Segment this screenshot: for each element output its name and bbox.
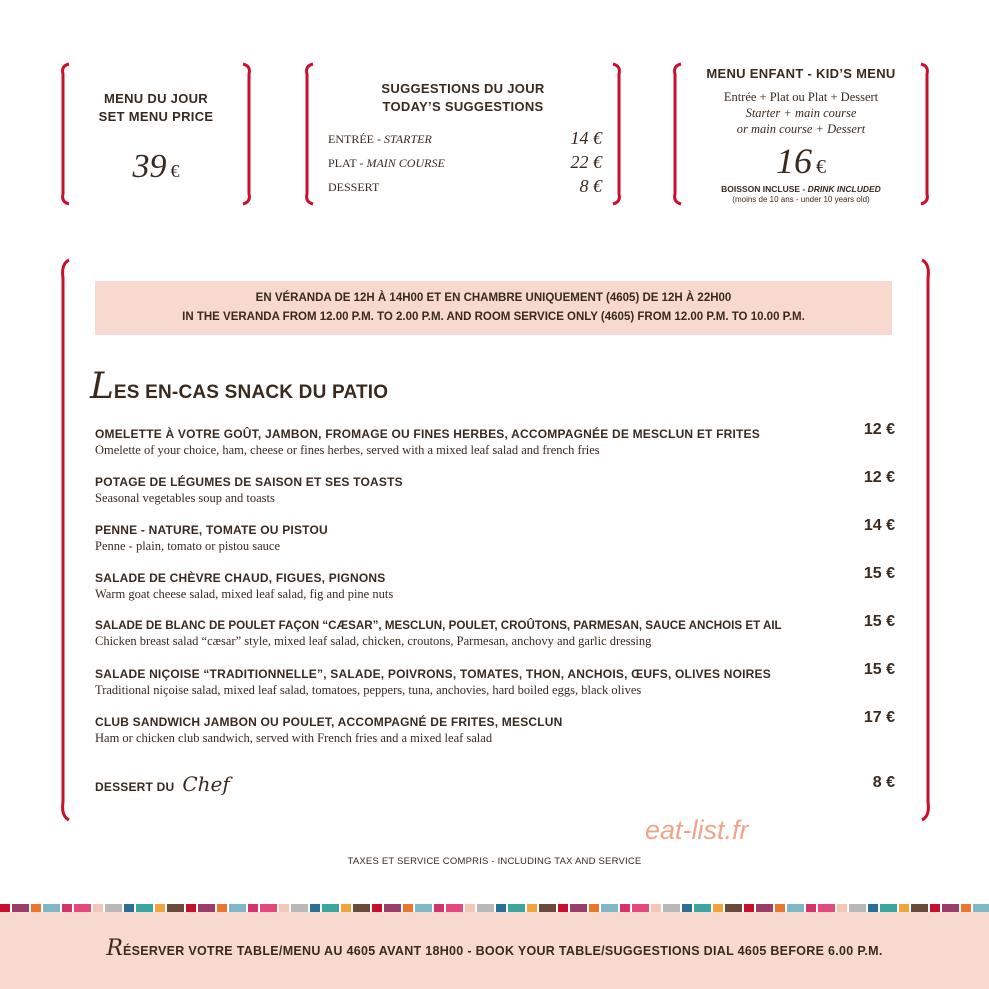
stripe-segment [415, 904, 432, 912]
stripe-segment [12, 904, 29, 912]
stripe-segment [62, 904, 72, 912]
kids-price-value: 16 [776, 141, 812, 181]
stripe-segment [663, 904, 680, 912]
hours-banner-fr: EN VÉRANDA DE 12H À 14H00 ET EN CHAMBRE UNIQUEMENT (4605) DE 12H À 22H00 [255, 292, 732, 304]
stripe-segment [434, 904, 444, 912]
stripe-segment [477, 904, 494, 912]
stripe-segment [973, 904, 989, 912]
menu-item-price: 12 € [863, 469, 895, 486]
stripe-segment [372, 904, 382, 912]
stripe-segment [248, 904, 258, 912]
hours-banner [95, 281, 892, 335]
stripe-segment [775, 904, 785, 912]
dessert-chef-price: 8 € [872, 774, 895, 791]
menu-item [95, 517, 895, 554]
menu-item-fr: OMELETTE À VOTRE GOÛT, JAMBON, FROMAGE OU FINES HERBES, ACCOMPAGNÉE DE MESCLUN ET FRITES [95, 427, 760, 441]
stripe-segment [93, 904, 103, 912]
menu-item-fr: CLUB SANDWICH JAMBON OU POULET, ACCOMPAGNÉ DE FRITES, MESCLUN [95, 715, 563, 729]
footer [0, 912, 989, 989]
stripe-segment [942, 904, 959, 912]
stripe-segment [930, 904, 940, 912]
bracket-right-icon [919, 258, 933, 822]
suggestion-row [328, 176, 602, 200]
suggestion-label: PLAT - MAIN COURSE [328, 156, 445, 170]
section-title [90, 366, 388, 407]
menu-item-fr: PENNE - NATURE, TOMATE OU PISTOU [95, 523, 328, 537]
menu-item [95, 565, 895, 602]
stripe-segment [601, 904, 618, 912]
set-menu-title [58, 90, 254, 126]
stripe-segment [570, 904, 587, 912]
stripe-segment [403, 904, 413, 912]
dessert-chef-script: Chef [182, 772, 230, 796]
stripe-segment [322, 904, 339, 912]
stripe-segment [198, 904, 215, 912]
stripe-segment [756, 904, 773, 912]
suggestions-title [302, 80, 624, 116]
set-menu-title-en: SET MENU PRICE [98, 109, 214, 124]
stripe-segment [911, 904, 928, 912]
stripe-segment [558, 904, 568, 912]
stripe-segment [694, 904, 711, 912]
stripe-segment [961, 904, 971, 912]
stripe-segment [31, 904, 41, 912]
bracket-left-icon [58, 258, 72, 822]
stripe-segment [651, 904, 661, 912]
stripe-segment [43, 904, 60, 912]
stripe-segment [725, 904, 742, 912]
stripe-segment [217, 904, 227, 912]
menu-item-price: 15 € [863, 661, 895, 678]
stripe-segment [446, 904, 463, 912]
stripe-segment [291, 904, 308, 912]
stripe-segment [186, 904, 196, 912]
suggestion-label: ENTRÉE - STARTER [328, 132, 432, 146]
suggestions-title-en: TODAY’S SUGGESTIONS [382, 99, 544, 114]
set-menu-box [58, 62, 254, 206]
stripe-segment [229, 904, 246, 912]
dessert-chef-item [95, 772, 895, 796]
stripe-segment [0, 904, 10, 912]
stripe-segment [105, 904, 122, 912]
menu-item-price: 17 € [863, 709, 895, 726]
stripe-segment [744, 904, 754, 912]
stripe-segment [713, 904, 723, 912]
menu-item-en: Penne - plain, tomato or pistou sauce [95, 539, 281, 553]
menu-item-price: 12 € [863, 421, 895, 438]
kids-menu-price [670, 140, 932, 182]
set-menu-currency: € [170, 161, 180, 181]
suggestion-row [328, 128, 602, 152]
suggestion-price: 22 € [570, 152, 602, 172]
menu-item-price: 15 € [863, 613, 895, 630]
watermark: eat-list.fr [645, 815, 749, 845]
stripe-segment [279, 904, 289, 912]
menu-item [95, 613, 895, 649]
menu-item-en: Omelette of your choice, ham, cheese or fines herbes, served with a mixed leaf salad and french fries [95, 443, 600, 457]
menu-item-en: Chicken breast salad “cæsar” style, mixed leaf salad, chicken, croutons, Parmesan, anchovy and garlic dressing [95, 634, 652, 648]
footer-text [0, 936, 989, 961]
suggestions-box [302, 62, 624, 206]
menu-item [95, 709, 895, 746]
stripe-segment [341, 904, 351, 912]
stripe-segment [167, 904, 184, 912]
stripe-segment [465, 904, 475, 912]
suggestion-price: 14 € [570, 128, 602, 148]
set-menu-price-value: 39 [132, 148, 167, 185]
stripe-segment [260, 904, 277, 912]
suggestion-price: 8 € [579, 176, 602, 196]
suggestions-title-fr: SUGGESTIONS DU JOUR [381, 81, 545, 96]
menu-item-fr: SALADE NIÇOISE “TRADITIONNELLE”, SALADE, POIVRONS, TOMATES, THON, ANCHOIS, ŒUFS, OLIVES NOIRES [95, 667, 771, 681]
menu-item [95, 661, 895, 698]
kids-menu-desc [670, 89, 932, 137]
menu-item-en: Ham or chicken club sandwich, served with French fries and a mixed leaf salad [95, 731, 493, 745]
set-menu-title-fr: MENU DU JOUR [104, 91, 208, 106]
stripe-segment [868, 904, 878, 912]
stripe-segment [384, 904, 401, 912]
menu-item-price: 15 € [863, 565, 895, 582]
kids-currency: € [816, 156, 826, 178]
stripe-segment [899, 904, 909, 912]
dessert-chef-label: DESSERT DU [95, 780, 175, 794]
stripe-segment [632, 904, 649, 912]
set-menu-price [58, 148, 254, 186]
stripe-segment [508, 904, 525, 912]
kids-menu-title: MENU ENFANT - KID’S MENU [706, 66, 896, 81]
menu-item-fr: SALADE DE CHÈVRE CHAUD, FIGUES, PIGNONS [95, 571, 386, 585]
menu-item-price: 14 € [863, 517, 895, 534]
kids-age-note: (moins de 10 ans - under 10 years old) [732, 195, 870, 204]
kids-drink-note: BOISSON INCLUSE - DRINK INCLUDED [721, 184, 881, 194]
footer-booking-text: ÉSERVER VOTRE TABLE/MENU AU 4605 AVANT 18H00 - BOOK YOUR TABLE/SUGGESTIONS DIAL 4605 BEFORE 6.00 P.M. [122, 944, 883, 958]
section-title-text: ES EN-CAS SNACK DU PATIO [113, 382, 389, 403]
stripe-segment [682, 904, 692, 912]
stripe-segment [620, 904, 630, 912]
stripe-segment [353, 904, 370, 912]
stripe-segment [136, 904, 153, 912]
menu-item-fr: SALADE DE BLANC DE POULET FAÇON “CÆSAR”, MESCLUN, POULET, CROÛTONS, PARMESAN, SAUCE ANCHOIS ET AIL [95, 619, 782, 632]
stripe-segment [539, 904, 556, 912]
kids-desc-fr: Entrée + Plat ou Plat + Dessert [723, 90, 879, 104]
stripe-segment [589, 904, 599, 912]
stripe-segment [787, 904, 804, 912]
kids-menu-box [670, 62, 932, 206]
kids-desc-en1: Starter + main course [745, 106, 857, 120]
stripe-segment [806, 904, 816, 912]
stripe-segment [818, 904, 835, 912]
decorative-stripe-icon [0, 904, 989, 912]
stripe-segment [74, 904, 91, 912]
menu-item-fr: POTAGE DE LÉGUMES DE SAISON ET SES TOASTS [95, 475, 403, 489]
stripe-segment [837, 904, 847, 912]
suggestion-label: DESSERT [328, 180, 380, 194]
stripe-segment [527, 904, 537, 912]
stripe-segment [310, 904, 320, 912]
suggestion-row [328, 152, 602, 176]
hours-banner-en: IN THE VERANDA FROM 12.00 P.M. TO 2.00 P.M. AND ROOM SERVICE ONLY (4605) FROM 12.00 P.M. TO 10.00 P.M. [182, 311, 805, 323]
menu-item-en: Traditional niçoise salad, mixed leaf salad, tomatoes, peppers, tuna, anchovies, hard boiled eggs, black olives [95, 683, 642, 697]
stripe-segment [496, 904, 506, 912]
stripe-segment [155, 904, 165, 912]
stripe-segment [880, 904, 897, 912]
menu-item [95, 421, 895, 458]
menu-item-en: Warm goat cheese salad, mixed leaf salad, fig and pine nuts [95, 587, 394, 601]
taxes-note: TAXES ET SERVICE COMPRIS - INCLUDING TAX AND SERVICE [347, 856, 642, 867]
section-title-initial: L [90, 366, 114, 407]
menu-item [95, 469, 895, 506]
stripe-segment [849, 904, 866, 912]
menu-item-en: Seasonal vegetables soup and toasts [95, 491, 275, 505]
stripe-segment [124, 904, 134, 912]
footer-initial: R [106, 936, 123, 961]
kids-desc-en2: or main course + Dessert [736, 122, 866, 136]
